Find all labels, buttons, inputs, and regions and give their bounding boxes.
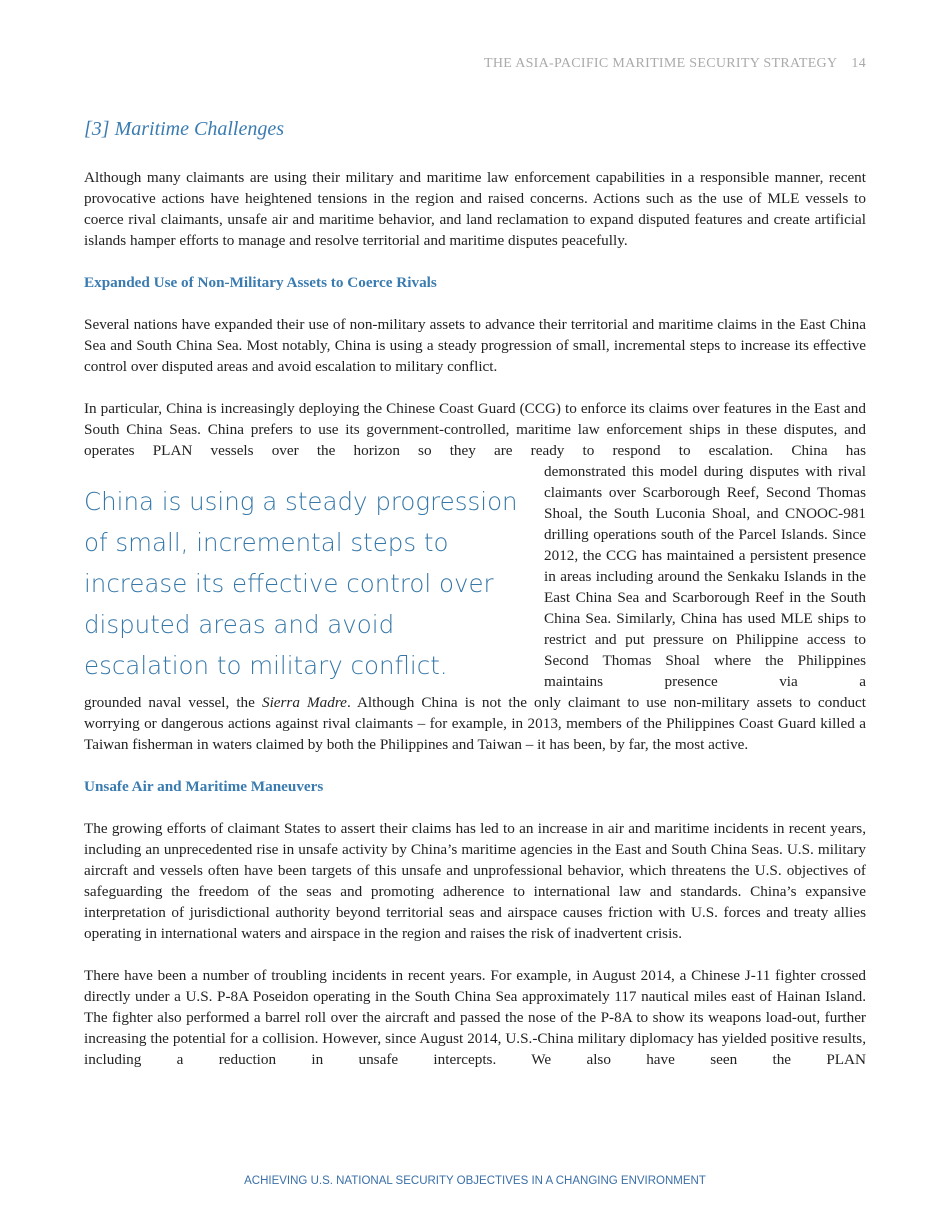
pull-quote-wrap bbox=[84, 461, 866, 692]
paragraph bbox=[84, 692, 866, 755]
intro-paragraph: Although many claimants are using their military and maritime law enforcement capabilities in a responsible manner, recent provocative actions have heightened tensions in the region and raised concerns. Actions such as the use of MLE vessels to coerce rival claimants, unsafe air and maritime behavior, and land reclamation to expand disputed features and create artificial islands hamper efforts to manage and resolve territorial and maritime disputes peacefully. bbox=[84, 169, 866, 249]
paragraph: Several nations have expanded their use of non-military assets to advance their territorial and maritime claims in the East China Sea and South China Sea. Most notably, China is using a steady progression of small, incremental steps to increase its effective control over disputed areas and avoid escalation to military conflict. bbox=[84, 316, 866, 375]
subsection-heading-unsafe-maneuvers: Unsafe Air and Maritime Maneuvers bbox=[84, 778, 324, 795]
paragraph: demonstrated this model during disputes with rival claimants over Scarborough Reef, Second Thomas Shoal, the South Luconia Shoal, and CNOOC-981 drilling operations south of the Parcel Islands. Since 2012, the CCG has maintained a persistent presence in areas including around the Senkaku Islands in the East China Sea and Scarborough Reef in the South China Sea. Similarly, China has used MLE ships to restrict and put pressure on Philippine access to Second Thomas Shoal where the Philippines maintains presence via a bbox=[544, 463, 866, 690]
paragraph: There have been a number of troubling incidents in recent years. For example, in August 2014, a Chinese J-11 fighter crossed directly under a U.S. P-8A Poseidon operating in the South China Sea approximately 117 nautical miles east of Hainan Island. The fighter also performed a barrel roll over the aircraft and passed the nose of the P-8A to show its weapons load-out, further increasing the potential for a collision. However, since August 2014, U.S.-China military diplomacy has yielded positive results, including a reduction in unsafe intercepts. We also have seen the PLAN bbox=[84, 967, 866, 1068]
paragraph: In particular, China is increasingly deploying the Chinese Coast Guard (CCG) to enforce its claims over features in the East and South China Seas. China prefers to use its government-controlled, maritime law enforcement ships in these disputes, and operates PLAN vessels over the horizon so they are ready to respond to escalation. China has bbox=[84, 400, 866, 459]
running-header bbox=[484, 56, 866, 72]
page-number: 14 bbox=[851, 56, 866, 71]
running-footer: ACHIEVING U.S. NATIONAL SECURITY OBJECTIVES IN A CHANGING ENVIRONMENT bbox=[244, 1175, 706, 1187]
pull-quote: China is using a steady progression of small, incremental steps to increase its effective control over disputed areas and avoid escalation to military conflict. bbox=[84, 487, 518, 680]
wrapped-column bbox=[544, 461, 866, 692]
section-title: [3] Maritime Challenges bbox=[84, 118, 284, 140]
page-body bbox=[84, 118, 866, 1070]
vessel-name: Sierra Madre bbox=[261, 694, 347, 711]
subsection-heading-non-military: Expanded Use of Non-Military Assets to Coerce Rivals bbox=[84, 274, 437, 291]
text: grounded naval vessel, the bbox=[84, 694, 262, 711]
header-title: THE ASIA-PACIFIC MARITIME SECURITY STRATEGY bbox=[484, 56, 838, 71]
paragraph: The growing efforts of claimant States to assert their claims has led to an increase in air and maritime incidents in recent years, including an unprecedented rise in unsafe activity by China’s maritime agencies in the East and South China Seas. U.S. military aircraft and vessels often have been targets of this unsafe and unprofessional behavior, which threatens the U.S. objectives of safeguarding the freedom of the seas and promoting adherence to international law and standards. China’s expansive interpretation of jurisdictional authority beyond territorial seas and airspace causes friction with U.S. forces and treaty allies operating in international waters and airspace in the region and raises the risk of inadvertent crisis. bbox=[84, 820, 866, 942]
text: . Although China is not the only claimant to use non-military assets to conduct worrying or dangerous actions against rival claimants – for example, in 2013, members of the Philippines Coast Guard killed a Taiwan fisherman in waters claimed by both the Philippines and Taiwan – it has been, by far, the most active. bbox=[84, 694, 867, 753]
